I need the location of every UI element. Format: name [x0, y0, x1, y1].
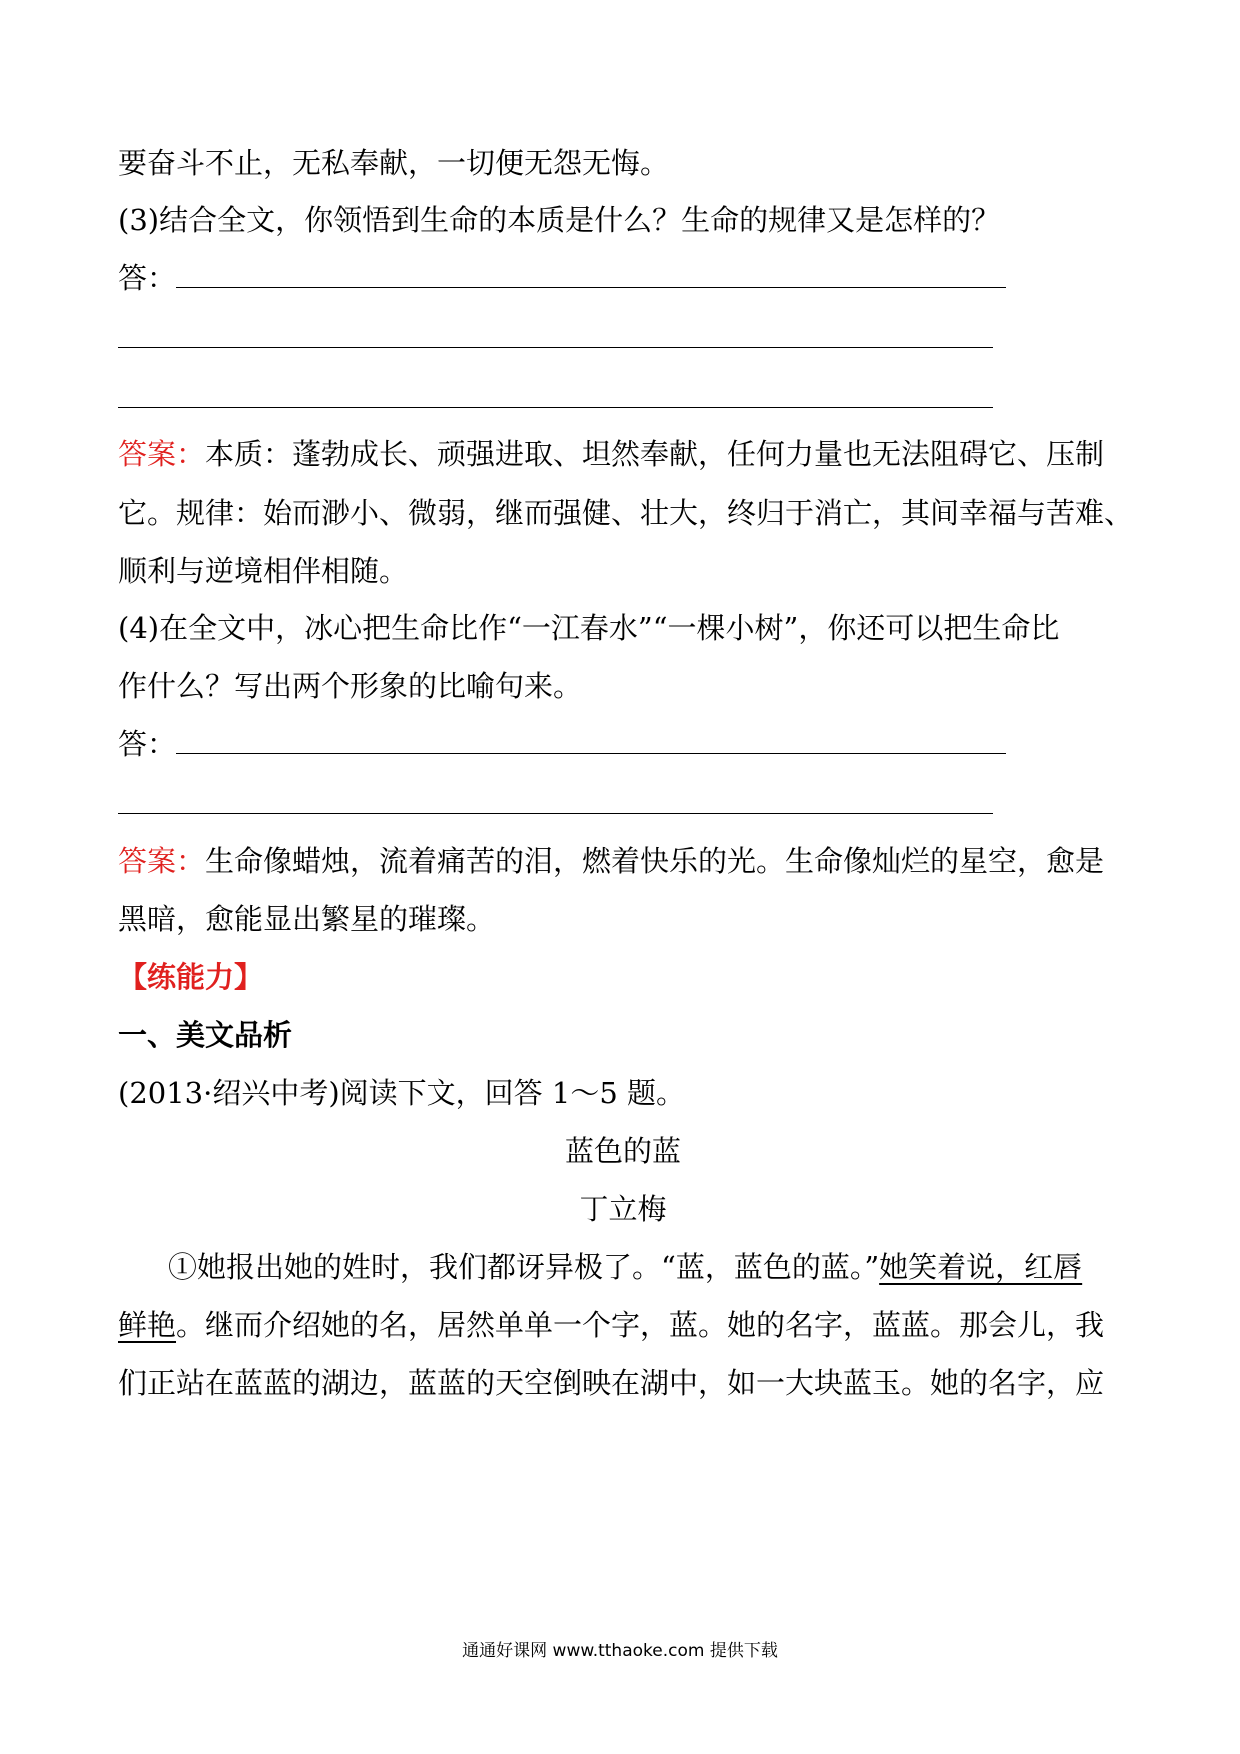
- text-line: 要奋斗不止，无私奉献，一切便无怨无悔。: [118, 146, 670, 180]
- answer-prefix: 答：: [118, 261, 177, 295]
- answer-blank-line: [118, 378, 1128, 418]
- answer-label: 答案：: [118, 844, 206, 878]
- answer-prefix: 答：: [118, 727, 177, 761]
- blank-underline: [118, 385, 993, 408]
- answer-text: 本质：蓬勃成长、顽强进取、坦然奉献，任何力量也无法阻碍它、压制: [205, 437, 1105, 471]
- answer-blank-line: [118, 258, 1128, 298]
- underlined-text: 鲜艳: [118, 1308, 177, 1342]
- blank-underline: [118, 325, 993, 348]
- blank-underline: [176, 731, 1006, 754]
- article-title: 蓝色的蓝: [564, 1134, 681, 1168]
- blank-underline: [176, 265, 1006, 288]
- section-heading: 【练能力】: [118, 960, 264, 994]
- answer-blank-line: [118, 784, 1128, 824]
- part-heading: 一、美文品析: [118, 1018, 293, 1052]
- blank-underline: [118, 791, 993, 814]
- page-footer: 通通好课网 www.tthaoke.com 提供下载: [462, 1641, 778, 1661]
- answer-3-line: [118, 434, 1128, 474]
- paragraph-line: [168, 1247, 1128, 1287]
- answer-4-line: [118, 841, 1128, 881]
- paragraph-text: ①她报出她的姓时，我们都讶异极了。“蓝，蓝色的蓝。”: [168, 1250, 880, 1284]
- source-line: (2013·绍兴中考)阅读下文，回答 1～5 题。: [118, 1076, 685, 1110]
- question-3: (3)结合全文，你领悟到生命的本质是什么？生命的规律又是怎样的？: [118, 203, 1001, 237]
- article-author: 丁立梅: [579, 1192, 667, 1226]
- paragraph-line: [118, 1305, 1128, 1345]
- answer-blank-line: [118, 318, 1128, 358]
- underlined-text: 她笑着说，红唇: [879, 1250, 1083, 1284]
- answer-blank-line: [118, 724, 1128, 764]
- answer-text: 它。规律：始而渺小、微弱，继而强健、壮大，终归于消亡，其间幸福与苦难、: [118, 496, 1134, 530]
- answer-text: 生命像蜡烛，流着痛苦的泪，燃着快乐的光。生命像灿烂的星空，愈是: [205, 844, 1105, 878]
- answer-label: 答案：: [118, 437, 206, 471]
- paragraph-text: 。继而介绍她的名，居然单单一个字，蓝。她的名字，蓝蓝。那会儿，我: [176, 1308, 1105, 1342]
- answer-text: 黑暗，愈能显出繁星的璀璨。: [118, 902, 496, 936]
- paragraph-line: 们正站在蓝蓝的湖边，蓝蓝的天空倒映在湖中，如一大块蓝玉。她的名字，应: [118, 1366, 1105, 1400]
- answer-text: 顺利与逆境相伴相随。: [118, 554, 409, 588]
- question-4: (4)在全文中，冰心把生命比作“一江春水”“一棵小树”，你还可以把生命比: [118, 611, 1060, 645]
- question-4-cont: 作什么？写出两个形象的比喻句来。: [118, 669, 583, 703]
